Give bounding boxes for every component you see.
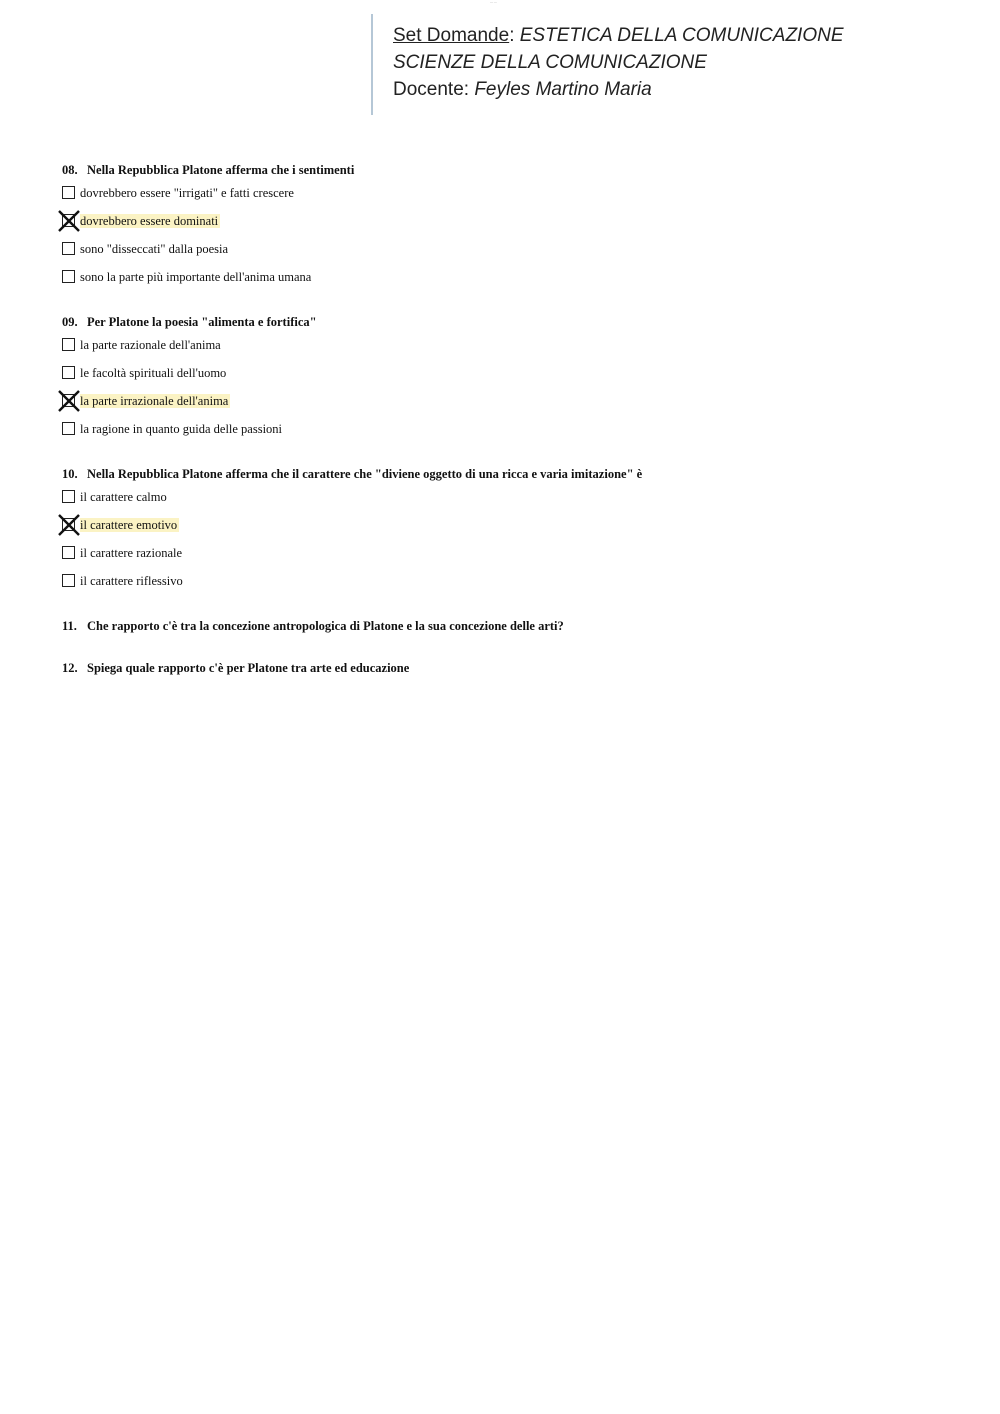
open-question-11 bbox=[62, 616, 962, 636]
header-set-row bbox=[393, 22, 931, 49]
question-10 bbox=[62, 464, 962, 602]
checkbox[interactable] bbox=[62, 270, 75, 283]
answer-options bbox=[62, 186, 962, 298]
answer-text: dovrebbero essere dominati bbox=[80, 214, 219, 228]
question-title bbox=[62, 312, 962, 332]
answer-option[interactable] bbox=[62, 338, 962, 366]
question-list bbox=[62, 160, 962, 700]
question-text: Che rapporto c'è tra la concezione antropologica di Platone e la sua concezione delle arti? bbox=[87, 619, 564, 633]
checkbox[interactable] bbox=[62, 366, 75, 379]
answer-text: la parte razionale dell'anima bbox=[80, 338, 221, 352]
answer-text: il carattere riflessivo bbox=[80, 574, 183, 588]
answer-option[interactable] bbox=[62, 186, 962, 214]
checkbox[interactable] bbox=[62, 490, 75, 503]
question-title bbox=[62, 160, 962, 180]
checkbox[interactable] bbox=[62, 422, 75, 435]
answer-text: sono "disseccati" dalla poesia bbox=[80, 242, 229, 256]
question-08 bbox=[62, 160, 962, 298]
checkbox[interactable] bbox=[62, 546, 75, 559]
answer-text: dovrebbero essere "irrigati" e fatti crescere bbox=[80, 186, 294, 200]
checked-x-icon bbox=[57, 513, 81, 537]
question-number: 11. bbox=[62, 619, 77, 633]
question-number: 09. bbox=[62, 315, 78, 329]
answer-option[interactable] bbox=[62, 518, 962, 546]
page-top-mark: — — bbox=[490, 0, 497, 4]
answer-option[interactable] bbox=[62, 214, 962, 242]
answer-option[interactable] bbox=[62, 394, 962, 422]
checkbox[interactable] bbox=[62, 574, 75, 587]
question-number: 08. bbox=[62, 163, 78, 177]
checkbox[interactable] bbox=[62, 242, 75, 255]
course-name: ESTETICA DELLA COMUNICAZIONE bbox=[519, 25, 844, 46]
degree-name: SCIENZE DELLA COMUNICAZIONE bbox=[393, 52, 707, 73]
question-text: Nella Repubblica Platone afferma che il carattere che "diviene oggetto di una ricca e varia imitazione" è bbox=[87, 467, 643, 481]
header-teacher-row bbox=[393, 76, 931, 103]
open-question-12 bbox=[62, 658, 962, 678]
question-text: Per Platone la poesia "alimenta e fortifica" bbox=[87, 315, 317, 329]
question-text: Spiega quale rapporto c'è per Platone tra arte ed educazione bbox=[87, 661, 410, 675]
answer-text: il carattere razionale bbox=[80, 546, 183, 560]
document-header bbox=[371, 14, 931, 115]
answer-text: la parte irrazionale dell'anima bbox=[80, 394, 229, 408]
answer-option[interactable] bbox=[62, 366, 962, 394]
answer-option[interactable] bbox=[62, 546, 962, 574]
question-number: 12. bbox=[62, 661, 78, 675]
teacher-name: Feyles Martino Maria bbox=[474, 79, 652, 100]
answer-text: la ragione in quanto guida delle passioni bbox=[80, 422, 283, 436]
question-number: 10. bbox=[62, 467, 78, 481]
question-title bbox=[62, 464, 962, 484]
answer-option[interactable] bbox=[62, 574, 962, 602]
checkbox[interactable] bbox=[62, 186, 75, 199]
answer-text: il carattere emotivo bbox=[80, 518, 178, 532]
answer-text: le facoltà spirituali dell'uomo bbox=[80, 366, 227, 380]
answer-option[interactable] bbox=[62, 270, 962, 298]
checked-x-icon bbox=[57, 389, 81, 413]
answer-options bbox=[62, 490, 962, 602]
question-09 bbox=[62, 312, 962, 450]
answer-text: il carattere calmo bbox=[80, 490, 167, 504]
set-separator: : bbox=[509, 25, 520, 46]
question-text: Nella Repubblica Platone afferma che i sentimenti bbox=[87, 163, 355, 177]
answer-option[interactable] bbox=[62, 490, 962, 518]
answer-option[interactable] bbox=[62, 242, 962, 270]
checkbox[interactable] bbox=[62, 338, 75, 351]
teacher-label: Docente: bbox=[393, 79, 475, 100]
answer-option[interactable] bbox=[62, 422, 962, 450]
answer-options bbox=[62, 338, 962, 450]
answer-text: sono la parte più importante dell'anima umana bbox=[80, 270, 312, 284]
checked-x-icon bbox=[57, 209, 81, 233]
set-label: Set Domande bbox=[393, 25, 510, 46]
